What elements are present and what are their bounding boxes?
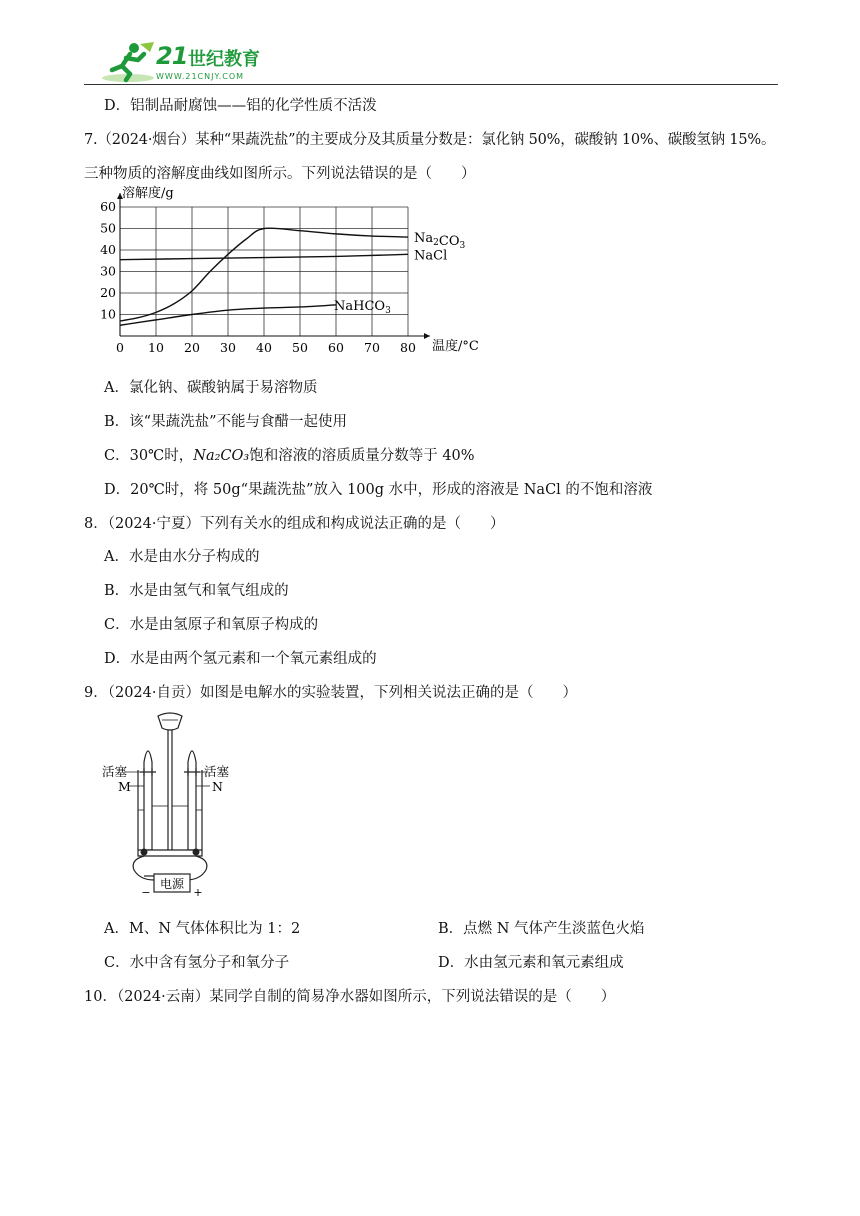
q9-option-d: D．水由氢元素和氧元素组成 <box>438 955 624 971</box>
series-label-na2co3: $Na_2CO_3$ <box>414 231 466 252</box>
q10-stem: 10．（2024·云南）某同学自制的简易净水器如图所示，下列说法错误的是（ ） <box>84 989 616 1005</box>
y-tick-label: 60 <box>100 199 116 214</box>
q7-option-c-pre: C．30℃时， <box>104 448 194 464</box>
q7-option-c-formula: Na₂CO₃ <box>193 448 250 464</box>
logo-url: WWW.21CNJY.COM <box>156 72 245 81</box>
x-tick-label: 60 <box>328 340 344 355</box>
series-label-nacl: NaCl <box>414 248 448 264</box>
q8-option-c: C．水是由氢原子和氧原子构成的 <box>104 617 319 633</box>
q7-option-c <box>104 444 475 465</box>
x-tick-label: 50 <box>292 340 308 355</box>
page-header <box>84 34 778 86</box>
y-tick-label: 40 <box>100 242 116 257</box>
x-axis-arrow <box>424 333 430 339</box>
x-tick-label: 20 <box>184 340 200 355</box>
plus-sign: + <box>193 886 203 899</box>
x-tick-label: 10 <box>148 340 164 355</box>
valve-left-label: 活塞 <box>102 764 128 779</box>
x-tick-label: 80 <box>400 340 416 355</box>
x-tick-label: 30 <box>220 340 236 355</box>
power-label: 电源 <box>159 877 185 891</box>
minus-sign: − <box>141 886 151 899</box>
header-rule <box>84 84 778 85</box>
valve-right-label: 活塞 <box>204 764 230 779</box>
x-axis-label: 温度/°C <box>432 339 479 354</box>
q8-option-b: B．水是由氢气和氧气组成的 <box>104 583 289 599</box>
tube-n-label: N <box>212 779 223 794</box>
y-tick-label: 10 <box>100 306 116 322</box>
brand-logo <box>104 40 274 84</box>
tube-m-label: M <box>118 779 131 794</box>
y-tick-label: 50 <box>100 220 116 236</box>
electrolysis-apparatus <box>100 710 260 900</box>
q7-option-b: B．该“果蔬洗盐”不能与食醋一起使用 <box>104 414 347 430</box>
logo-text: 世纪教育 <box>188 49 260 70</box>
q7-stem-line1: 7.（2024·烟台）某种“果蔬洗盐”的主要成分及其质量分数是：氯化钠 50%，碳酸钠 10%、碳酸氢钠 15%。 <box>84 132 776 148</box>
runner-icon <box>100 40 156 84</box>
solubility-chart <box>90 186 479 356</box>
q9-option-c: C．水中含有氢分子和氧分子 <box>104 955 290 971</box>
y-tick-label: 20 <box>100 285 116 300</box>
q9-option-a: A．M、N 气体体积比为 1：2 <box>104 921 301 937</box>
q7-option-c-post: 饱和溶液的溶质质量分数等于 40% <box>249 448 475 464</box>
q6-option-d: D．铝制品耐腐蚀——铝的化学性质不活泼 <box>104 98 377 114</box>
x-tick-label: 0 <box>116 340 124 355</box>
q7-stem-line2: 三种物质的溶解度曲线如图所示。下列说法错误的是（ ） <box>84 166 476 182</box>
q7-option-d: D．20℃时，将 50g“果蔬洗盐”放入 100g 水中，形成的溶液是 NaCl 的不饱和溶液 <box>104 482 653 498</box>
q8-stem: 8．（2024·宁夏）下列有关水的组成和构成说法正确的是（ ） <box>84 516 505 532</box>
q8-option-a: A．水是由水分子构成的 <box>104 549 260 565</box>
x-tick-label: 70 <box>364 340 380 355</box>
q8-option-d: D．水是由两个氢元素和一个氧元素组成的 <box>104 651 377 667</box>
q9-option-b: B．点燃 N 气体产生淡蓝色火焰 <box>438 921 645 937</box>
x-tick-label: 40 <box>256 340 272 355</box>
q7-option-a: A．氯化钠、碳酸钠属于易溶物质 <box>104 380 318 396</box>
y-tick-label: 30 <box>100 263 116 279</box>
logo-number: 21 <box>156 42 188 70</box>
y-axis-label: 溶解度/g <box>122 186 174 201</box>
series-label-nahco3: NaHCO$_3$ <box>334 298 391 316</box>
q9-stem: 9．（2024·自贡）如图是电解水的实验装置，下列相关说法正确的是（ ） <box>84 685 577 701</box>
